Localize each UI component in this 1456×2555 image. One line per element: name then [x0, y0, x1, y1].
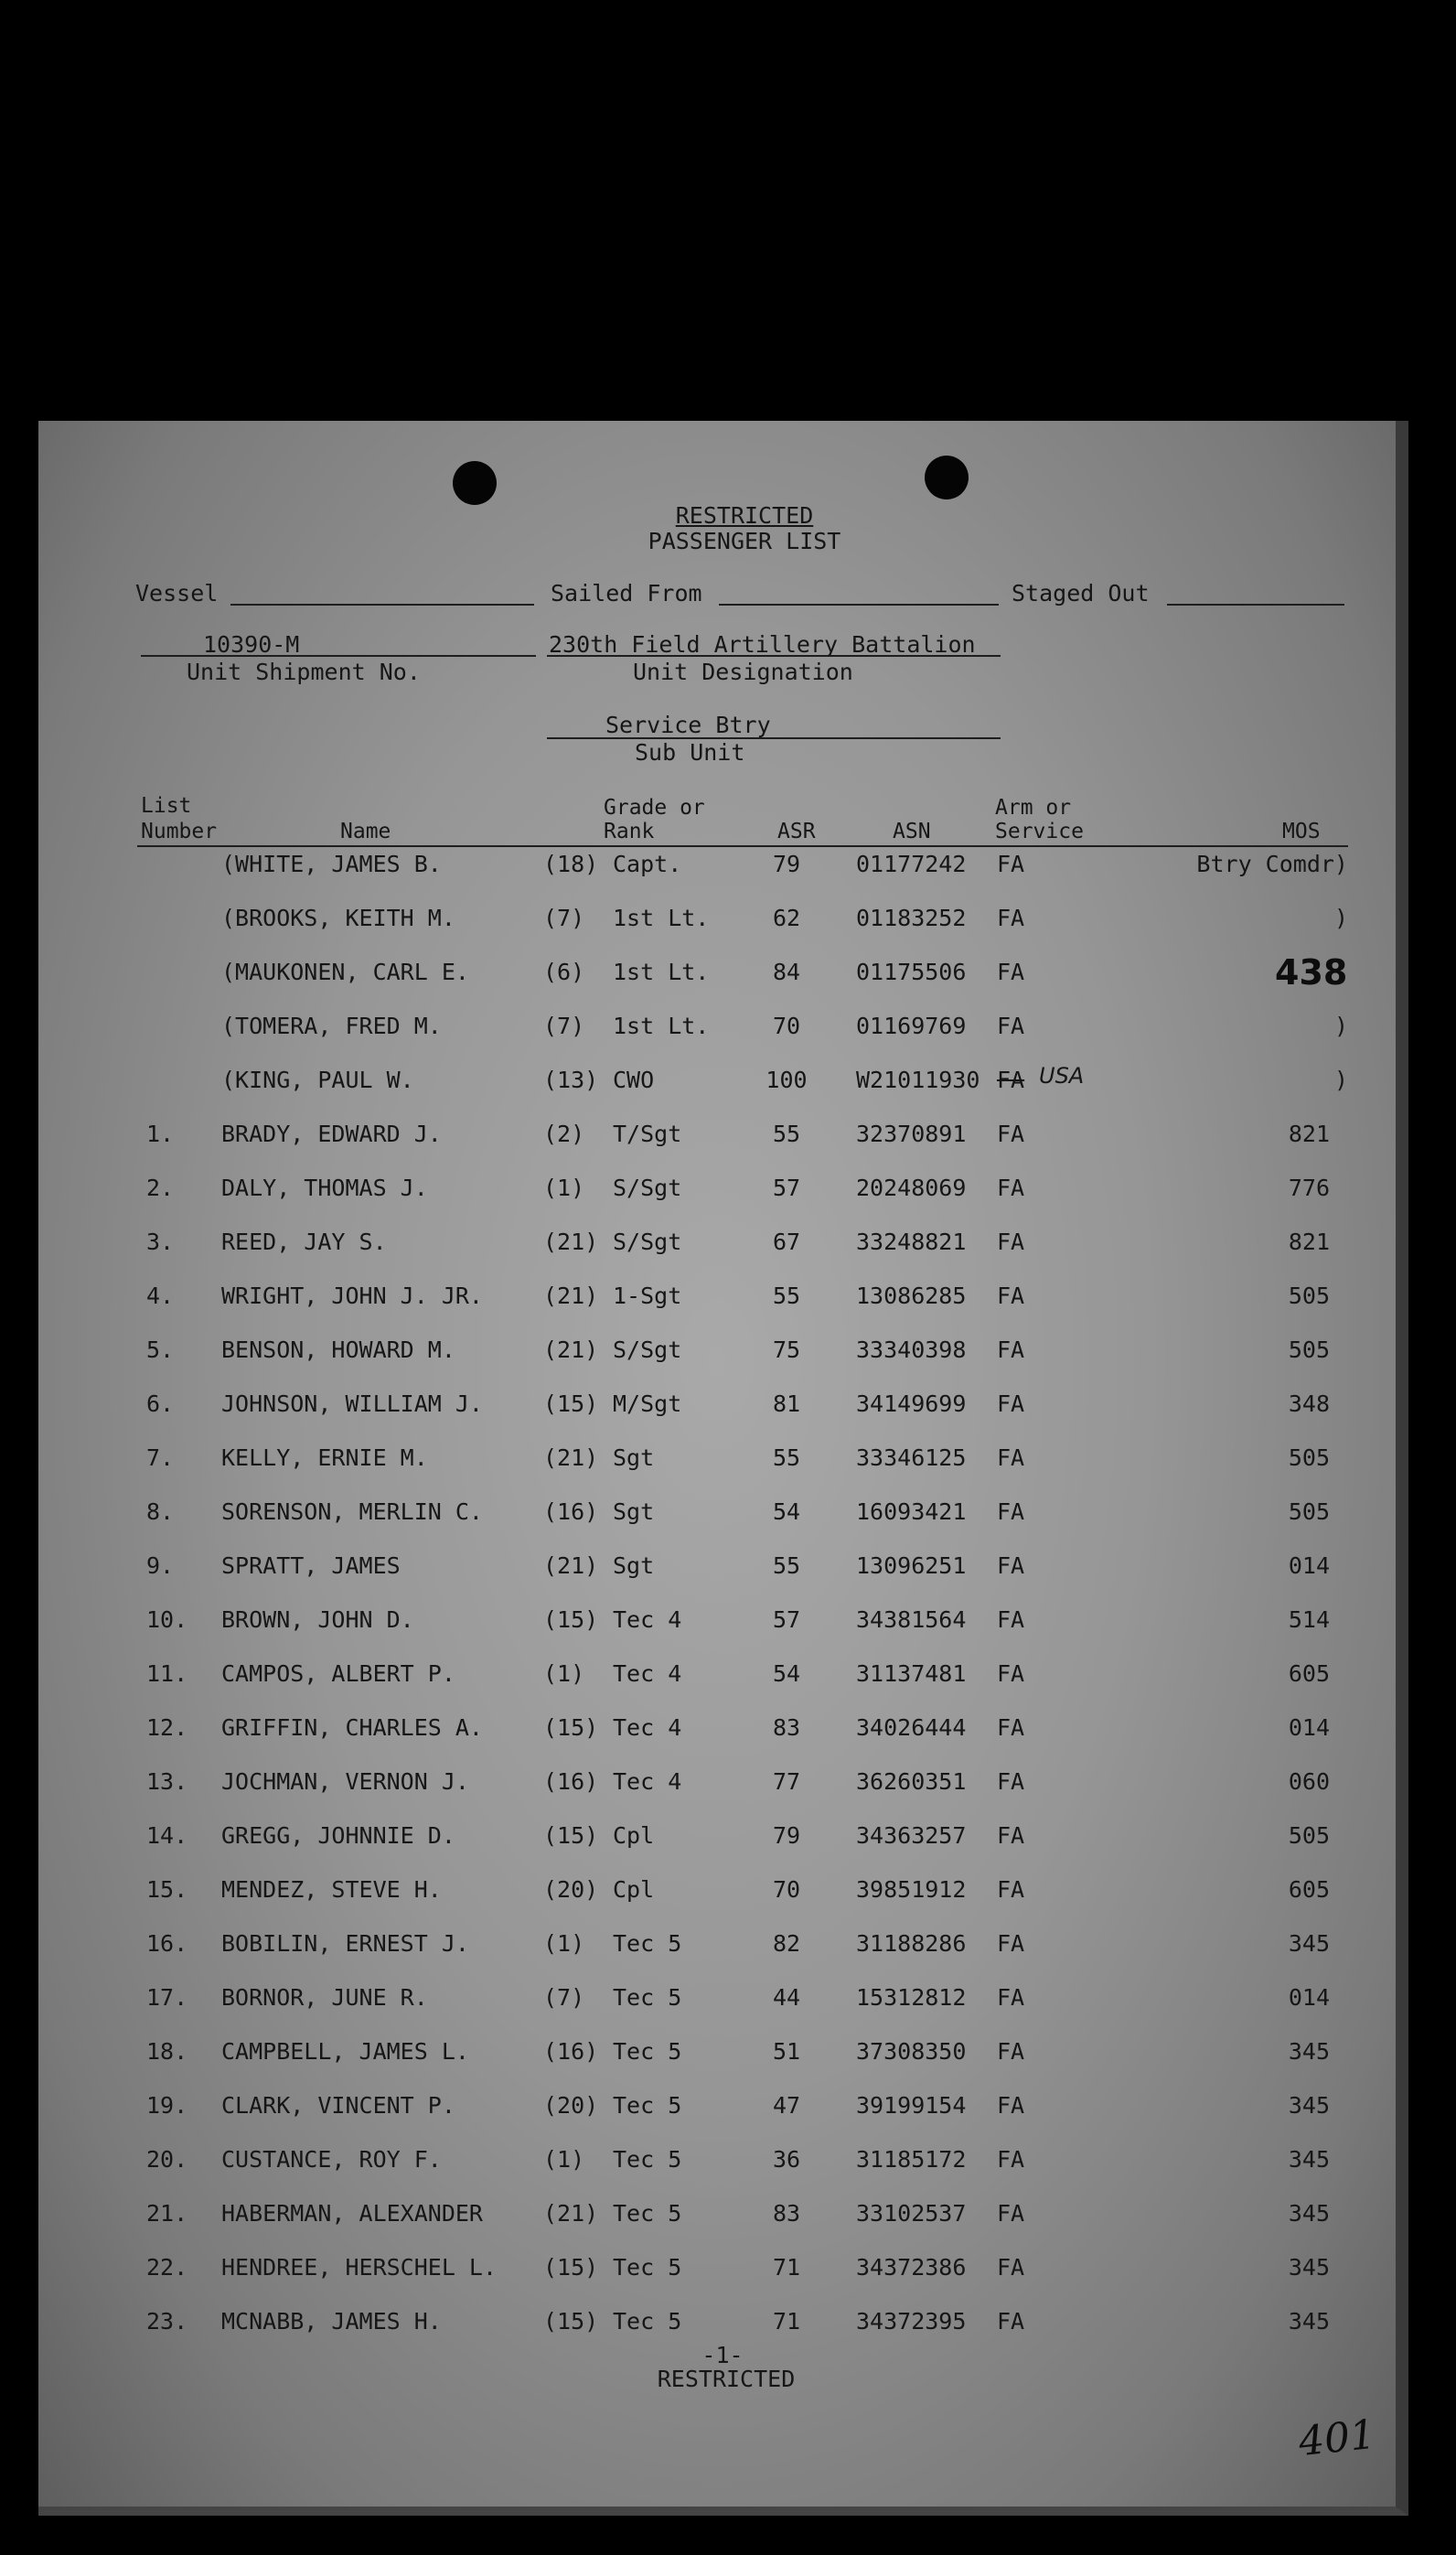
passenger-arm: FA — [997, 2200, 1025, 2227]
passenger-code: (16) — [543, 1498, 599, 1525]
passenger-asr: 83 — [772, 2200, 801, 2227]
passenger-arm: FA — [997, 2254, 1025, 2281]
passenger-code: (21) — [543, 1283, 599, 1309]
passenger-asn: 34372386 — [856, 2254, 967, 2281]
passenger-rank: Tec 4 — [613, 1768, 682, 1795]
col-list-number-line2: Number — [141, 820, 218, 843]
officer-code: (7) — [543, 905, 585, 931]
passenger-asn: 33248821 — [856, 1229, 967, 1255]
document-page — [38, 421, 1408, 2516]
passenger-asr: 83 — [772, 1714, 801, 1741]
passenger-name: BOBILIN, ERNEST J. — [221, 1930, 469, 1957]
passenger-mos: 345 — [1288, 2092, 1330, 2119]
list-number: 23. — [146, 2308, 188, 2335]
col-asr: ASR — [777, 820, 816, 843]
list-number: 11. — [146, 1660, 188, 1687]
passenger-code: (1) — [543, 1660, 585, 1687]
passenger-mos: 014 — [1288, 1552, 1330, 1579]
passenger-asr: 55 — [772, 1283, 801, 1309]
passenger-code: (16) — [543, 1768, 599, 1795]
passenger-arm: FA — [997, 1283, 1025, 1309]
passenger-asn: 37308350 — [856, 2038, 967, 2065]
passenger-asn: 32370891 — [856, 1121, 967, 1147]
passenger-arm: FA — [997, 1606, 1025, 1633]
passenger-code: (20) — [543, 1876, 599, 1903]
list-number: 7. — [146, 1444, 175, 1471]
passenger-name: REED, JAY S. — [221, 1229, 387, 1255]
passenger-code: (15) — [543, 1822, 599, 1849]
passenger-mos: 505 — [1288, 1822, 1330, 1849]
passenger-mos: 014 — [1288, 1714, 1330, 1741]
passenger-asr: 55 — [772, 1552, 801, 1579]
passenger-rank: Tec 4 — [613, 1660, 682, 1687]
list-number: 8. — [146, 1498, 175, 1525]
passenger-name: DALY, THOMAS J. — [221, 1175, 428, 1201]
officer-name: (TOMERA, FRED M. — [221, 1013, 442, 1039]
passenger-arm: FA — [997, 1390, 1025, 1417]
passenger-mos: 821 — [1288, 1121, 1330, 1147]
list-number: 2. — [146, 1175, 175, 1201]
passenger-rank: S/Sgt — [613, 1229, 682, 1255]
list-number: 22. — [146, 2254, 188, 2281]
list-number: 19. — [146, 2092, 188, 2119]
punch-hole-left — [453, 461, 497, 505]
passenger-arm: FA — [997, 2308, 1025, 2335]
passenger-rank: Tec 5 — [613, 2254, 682, 2281]
passenger-name: JOHNSON, WILLIAM J. — [221, 1390, 483, 1417]
list-number: 15. — [146, 1876, 188, 1903]
col-list-number-line1: List — [141, 794, 192, 818]
passenger-asr: 55 — [772, 1121, 801, 1147]
officer-name: (MAUKONEN, CARL E. — [221, 959, 469, 985]
passenger-name: HENDREE, HERSCHEL L. — [221, 2254, 498, 2281]
passenger-name: GRIFFIN, CHARLES A. — [221, 1714, 483, 1741]
officer-code: (13) — [543, 1067, 599, 1093]
passenger-rank: Tec 5 — [613, 2200, 682, 2227]
list-number: 9. — [146, 1552, 175, 1579]
passenger-name: WRIGHT, JOHN J. JR. — [221, 1283, 483, 1309]
passenger-asr: 44 — [772, 1984, 801, 2011]
list-number: 18. — [146, 2038, 188, 2065]
passenger-name: CLARK, VINCENT P. — [221, 2092, 455, 2119]
passenger-code: (1) — [543, 1930, 585, 1957]
passenger-name: SORENSON, MERLIN C. — [221, 1498, 483, 1525]
sub-unit-label: Sub Unit — [635, 739, 745, 766]
passenger-arm: FA — [997, 1714, 1025, 1741]
passenger-asr: 71 — [772, 2308, 801, 2335]
passenger-code: (2) — [543, 1121, 585, 1147]
passenger-arm: FA — [997, 2092, 1025, 2119]
passenger-asn: 33346125 — [856, 1444, 967, 1471]
unit-designation-rule — [547, 655, 1001, 657]
passenger-asn: 16093421 — [856, 1498, 967, 1525]
passenger-rank: Cpl — [613, 1822, 655, 1849]
passenger-code: (15) — [543, 1714, 599, 1741]
officer-asn: 01169769 — [856, 1013, 967, 1039]
passenger-name: JOCHMAN, VERNON J. — [221, 1768, 469, 1795]
passenger-rank: T/Sgt — [613, 1121, 682, 1147]
classification-bottom: RESTRICTED — [657, 2366, 796, 2392]
passenger-rank: Tec 5 — [613, 1984, 682, 2011]
column-header-rule — [137, 845, 1348, 847]
passenger-asr: 70 — [772, 1876, 801, 1903]
passenger-code: (21) — [543, 1229, 599, 1255]
officer-mos: Btry Comdr) — [1196, 851, 1348, 877]
col-mos: MOS — [1282, 820, 1321, 843]
passenger-arm: FA — [997, 1552, 1025, 1579]
list-number: 17. — [146, 1984, 188, 2011]
passenger-asn: 13096251 — [856, 1552, 967, 1579]
passenger-asr: 71 — [772, 2254, 801, 2281]
passenger-arm: FA — [997, 2038, 1025, 2065]
passenger-mos: 345 — [1288, 2200, 1330, 2227]
passenger-mos: 514 — [1288, 1606, 1330, 1633]
officer-code: (7) — [543, 1013, 585, 1039]
passenger-asn: 34363257 — [856, 1822, 967, 1849]
passenger-asr: 57 — [772, 1606, 801, 1633]
officer-arm-correction: USA — [1039, 1063, 1085, 1089]
punch-hole-right — [925, 456, 969, 499]
passenger-rank: Sgt — [613, 1552, 655, 1579]
passenger-mos: 605 — [1288, 1876, 1330, 1903]
col-grade-line2: Rank — [604, 820, 655, 843]
passenger-name: SPRATT, JAMES — [221, 1552, 401, 1579]
passenger-code: (20) — [543, 2092, 599, 2119]
passenger-arm: FA — [997, 1660, 1025, 1687]
officer-mos-handwritten: 438 — [1275, 952, 1348, 993]
officer-code: (6) — [543, 959, 585, 985]
passenger-mos: 505 — [1288, 1337, 1330, 1363]
officer-mos: ) — [1333, 905, 1348, 931]
passenger-mos: 345 — [1288, 2038, 1330, 2065]
officer-rank: 1st Lt. — [613, 959, 710, 985]
passenger-asn: 39851912 — [856, 1876, 967, 1903]
passenger-asr: 47 — [772, 2092, 801, 2119]
passenger-name: MENDEZ, STEVE H. — [221, 1876, 442, 1903]
passenger-code: (16) — [543, 2038, 599, 2065]
page-number: -1- — [701, 2342, 744, 2368]
unit-shipment-no: 10390-M — [203, 631, 300, 658]
staged-out-blank — [1167, 604, 1344, 606]
passenger-arm: FA — [997, 1121, 1025, 1147]
officer-asn: 01177242 — [856, 851, 967, 877]
passenger-asr: 81 — [772, 1390, 801, 1417]
officer-arm: FA — [997, 905, 1025, 931]
passenger-rank: S/Sgt — [613, 1175, 682, 1201]
passenger-asn: 31188286 — [856, 1930, 967, 1957]
officer-asr: 100 — [765, 1067, 808, 1093]
passenger-code: (21) — [543, 1552, 599, 1579]
officer-mos: ) — [1333, 1067, 1348, 1093]
passenger-name: BORNOR, JUNE R. — [221, 1984, 428, 2011]
passenger-asr: 77 — [772, 1768, 801, 1795]
passenger-asn: 34026444 — [856, 1714, 967, 1741]
passenger-mos: 821 — [1288, 1229, 1330, 1255]
col-name: Name — [340, 820, 391, 843]
passenger-name: CAMPOS, ALBERT P. — [221, 1660, 455, 1687]
passenger-asr: 82 — [772, 1930, 801, 1957]
passenger-asn: 34149699 — [856, 1390, 967, 1417]
officer-arm: FA — [997, 1013, 1025, 1039]
passenger-asn: 33102537 — [856, 2200, 967, 2227]
officer-rank: Capt. — [613, 851, 682, 877]
passenger-name: BROWN, JOHN D. — [221, 1606, 414, 1633]
list-number: 4. — [146, 1283, 175, 1309]
passenger-rank: Tec 5 — [613, 2092, 682, 2119]
officer-rank: 1st Lt. — [613, 905, 710, 931]
passenger-code: (15) — [543, 2308, 599, 2335]
passenger-mos: 505 — [1288, 1283, 1330, 1309]
passenger-rank: Tec 4 — [613, 1714, 682, 1741]
passenger-code: (1) — [543, 2146, 585, 2173]
unit-shipment-rule — [141, 655, 536, 657]
passenger-asr: 79 — [772, 1822, 801, 1849]
sub-unit-rule — [547, 737, 1001, 739]
passenger-code: (1) — [543, 1175, 585, 1201]
unit-designation-label: Unit Designation — [633, 659, 853, 685]
passenger-rank: Tec 4 — [613, 1606, 682, 1633]
passenger-rank: Tec 5 — [613, 2038, 682, 2065]
officer-arm: FA — [997, 959, 1025, 985]
col-grade-line1: Grade or — [604, 796, 705, 820]
officer-asn: 01175506 — [856, 959, 967, 985]
sailed-from-blank — [719, 604, 999, 606]
passenger-code: (15) — [543, 1390, 599, 1417]
officer-asr: 62 — [772, 905, 801, 931]
list-title: PASSENGER LIST — [648, 528, 841, 554]
passenger-asr: 54 — [772, 1498, 801, 1525]
officer-asr: 70 — [772, 1013, 801, 1039]
col-arm-line2: Service — [995, 820, 1084, 843]
list-number: 12. — [146, 1714, 188, 1741]
passenger-mos: 345 — [1288, 2146, 1330, 2173]
officer-mos: ) — [1333, 1013, 1348, 1039]
passenger-asn: 31185172 — [856, 2146, 967, 2173]
passenger-arm: FA — [997, 1229, 1025, 1255]
passenger-asn: 33340398 — [856, 1337, 967, 1363]
passenger-asn: 36260351 — [856, 1768, 967, 1795]
list-number: 21. — [146, 2200, 188, 2227]
passenger-code: (21) — [543, 1337, 599, 1363]
passenger-asn: 34372395 — [856, 2308, 967, 2335]
passenger-asr: 55 — [772, 1444, 801, 1471]
passenger-mos: 505 — [1288, 1444, 1330, 1471]
passenger-mos: 505 — [1288, 1498, 1330, 1525]
officer-name: (BROOKS, KEITH M. — [221, 905, 455, 931]
passenger-asr: 75 — [772, 1337, 801, 1363]
col-arm-line1: Arm or — [995, 796, 1072, 820]
passenger-asr: 36 — [772, 2146, 801, 2173]
handwritten-page-number: 401 — [1296, 2410, 1378, 2466]
passenger-code: (21) — [543, 2200, 599, 2227]
passenger-arm: FA — [997, 2146, 1025, 2173]
officer-name: (KING, PAUL W. — [221, 1067, 414, 1093]
sailed-from-label: Sailed From — [551, 580, 702, 607]
passenger-name: BENSON, HOWARD M. — [221, 1337, 455, 1363]
officer-name: (WHITE, JAMES B. — [221, 851, 442, 877]
list-number: 14. — [146, 1822, 188, 1849]
passenger-arm: FA — [997, 1876, 1025, 1903]
officer-asr: 84 — [772, 959, 801, 985]
passenger-asn: 20248069 — [856, 1175, 967, 1201]
passenger-mos: 060 — [1288, 1768, 1330, 1795]
col-asn: ASN — [893, 820, 931, 843]
passenger-mos: 345 — [1288, 1930, 1330, 1957]
unit-shipment-label: Unit Shipment No. — [187, 659, 421, 685]
passenger-name: GREGG, JOHNNIE D. — [221, 1822, 455, 1849]
passenger-asn: 15312812 — [856, 1984, 967, 2011]
passenger-asn: 13086285 — [856, 1283, 967, 1309]
officer-arm: FA — [997, 851, 1025, 877]
passenger-mos: 348 — [1288, 1390, 1330, 1417]
passenger-asn: 31137481 — [856, 1660, 967, 1687]
list-number: 20. — [146, 2146, 188, 2173]
passenger-code: (15) — [543, 1606, 599, 1633]
passenger-arm: FA — [997, 1930, 1025, 1957]
officer-asn: W21011930 — [856, 1067, 980, 1093]
passenger-mos: 345 — [1288, 2308, 1330, 2335]
officer-asn: 01183252 — [856, 905, 967, 931]
vessel-blank — [230, 604, 534, 606]
passenger-rank: Sgt — [613, 1498, 655, 1525]
officer-asr: 79 — [772, 851, 801, 877]
passenger-rank: S/Sgt — [613, 1337, 682, 1363]
officer-rank: 1st Lt. — [613, 1013, 710, 1039]
staged-out-label: Staged Out — [1012, 580, 1150, 607]
sub-unit: Service Btry — [605, 712, 771, 738]
passenger-mos: 014 — [1288, 1984, 1330, 2011]
passenger-rank: Tec 5 — [613, 1930, 682, 1957]
passenger-mos: 776 — [1288, 1175, 1330, 1201]
passenger-name: HABERMAN, ALEXANDER — [221, 2200, 483, 2227]
passenger-code: (7) — [543, 1984, 585, 2011]
passenger-name: KELLY, ERNIE M. — [221, 1444, 428, 1471]
passenger-arm: FA — [997, 1984, 1025, 2011]
passenger-name: CUSTANCE, ROY F. — [221, 2146, 442, 2173]
officer-arm: FA — [997, 1067, 1025, 1093]
passenger-rank: M/Sgt — [613, 1390, 682, 1417]
list-number: 3. — [146, 1229, 175, 1255]
passenger-rank: Cpl — [613, 1876, 655, 1903]
passenger-asr: 67 — [772, 1229, 801, 1255]
passenger-code: (15) — [543, 2254, 599, 2281]
passenger-asr: 51 — [772, 2038, 801, 2065]
passenger-mos: 345 — [1288, 2254, 1330, 2281]
passenger-rank: Sgt — [613, 1444, 655, 1471]
list-number: 5. — [146, 1337, 175, 1363]
passenger-asn: 34381564 — [856, 1606, 967, 1633]
passenger-asn: 39199154 — [856, 2092, 967, 2119]
passenger-name: CAMPBELL, JAMES L. — [221, 2038, 469, 2065]
passenger-rank: Tec 5 — [613, 2308, 682, 2335]
unit-designation: 230th Field Artillery Battalion — [549, 631, 976, 658]
passenger-name: MCNABB, JAMES H. — [221, 2308, 442, 2335]
passenger-arm: FA — [997, 1175, 1025, 1201]
passenger-name: BRADY, EDWARD J. — [221, 1121, 442, 1147]
passenger-rank: Tec 5 — [613, 2146, 682, 2173]
list-number: 6. — [146, 1390, 175, 1417]
officer-code: (18) — [543, 851, 599, 877]
passenger-asr: 54 — [772, 1660, 801, 1687]
passenger-arm: FA — [997, 1768, 1025, 1795]
passenger-mos: 605 — [1288, 1660, 1330, 1687]
passenger-arm: FA — [997, 1498, 1025, 1525]
list-number: 10. — [146, 1606, 188, 1633]
passenger-asr: 57 — [772, 1175, 801, 1201]
classification-top: RESTRICTED — [675, 502, 814, 529]
passenger-arm: FA — [997, 1444, 1025, 1471]
passenger-arm: FA — [997, 1822, 1025, 1849]
list-number: 1. — [146, 1121, 175, 1147]
list-number: 13. — [146, 1768, 188, 1795]
officer-rank: CWO — [613, 1067, 655, 1093]
passenger-arm: FA — [997, 1337, 1025, 1363]
vessel-label: Vessel — [135, 580, 219, 607]
passenger-rank: 1-Sgt — [613, 1283, 682, 1309]
passenger-code: (21) — [543, 1444, 599, 1471]
list-number: 16. — [146, 1930, 188, 1957]
